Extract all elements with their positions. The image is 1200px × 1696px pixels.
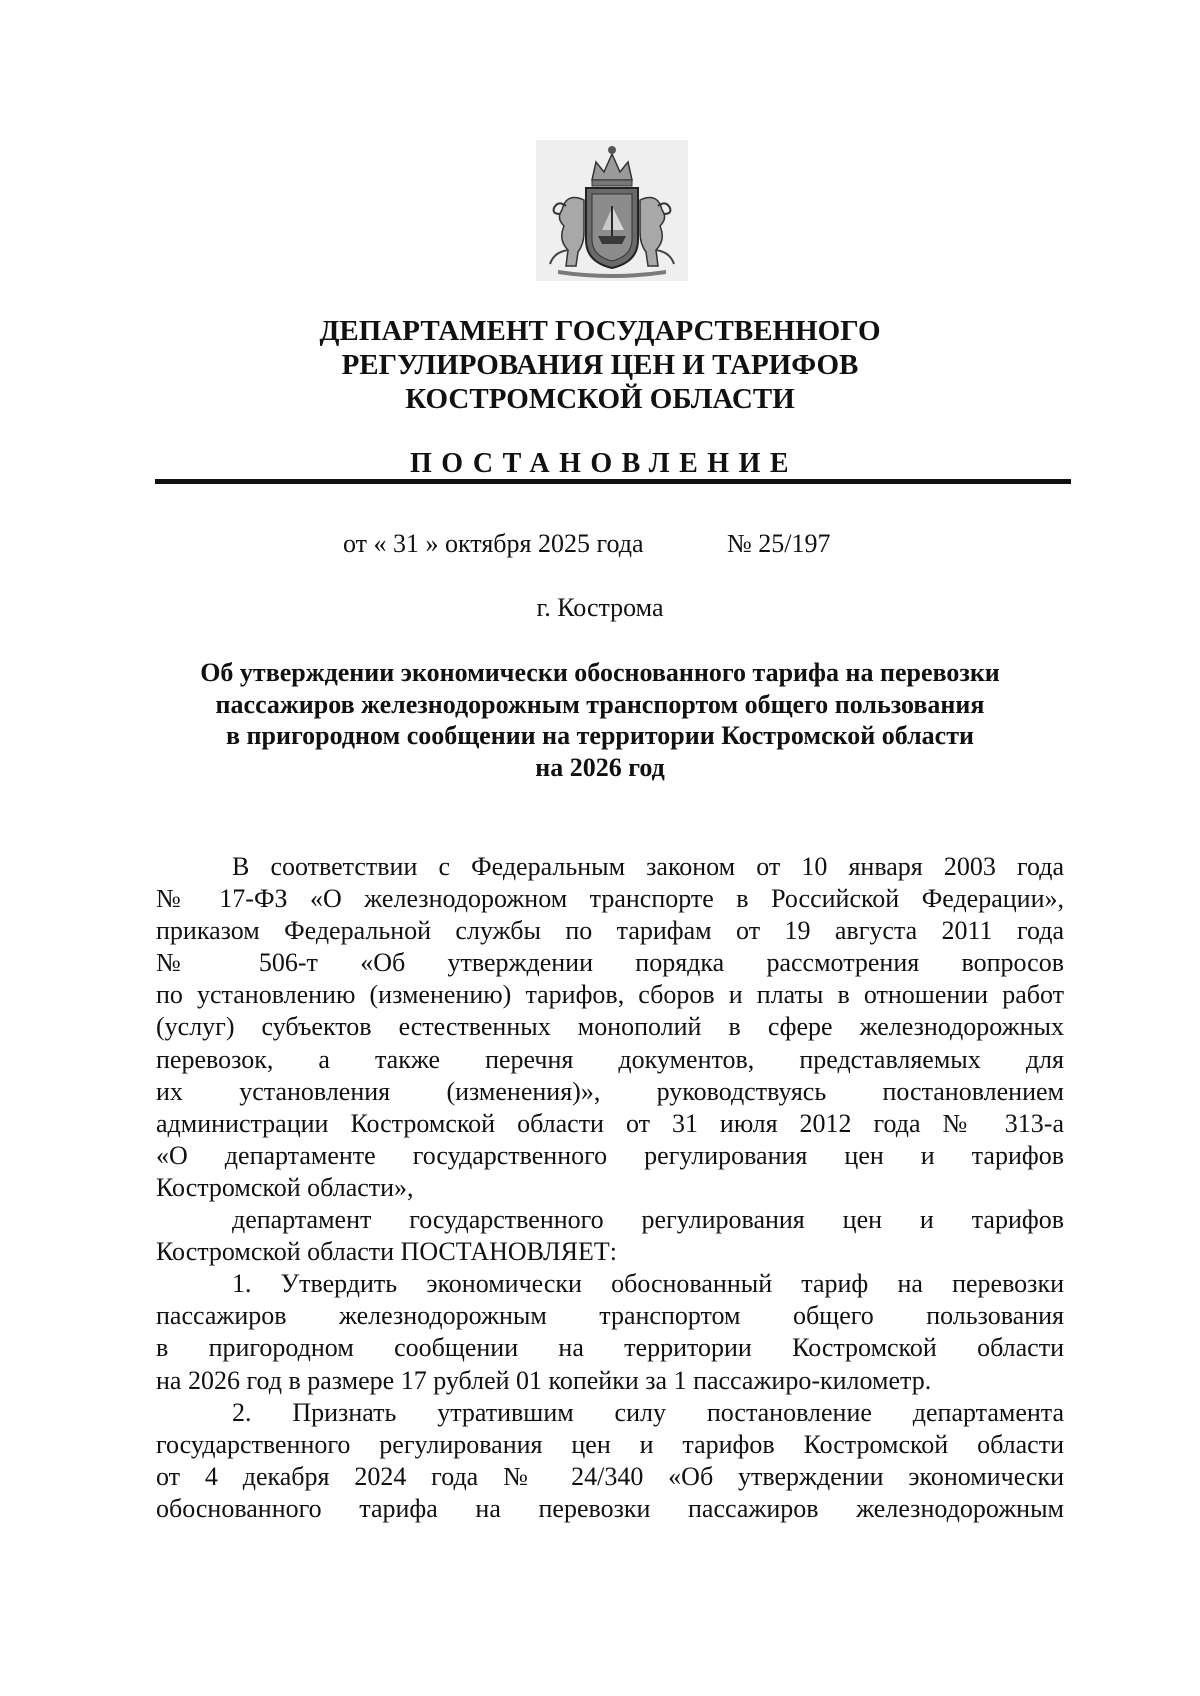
body-line: 2. Признать утратившим силу постановление департамента <box>232 1397 1064 1427</box>
body-line: на 2026 год в размере 17 рублей 01 копейки за 1 пассажиро-километр. <box>156 1365 932 1395</box>
body-line: Костромской области ПОСТАНОВЛЯЕТ: <box>156 1237 617 1267</box>
department-line: РЕГУЛИРОВАНИЯ ЦЕН И ТАРИФОВ <box>341 349 859 381</box>
document-title <box>0 657 1200 783</box>
document-body <box>156 851 1064 1525</box>
body-line: администрации Костромской области от 31 июля 2012 года № 313-а <box>156 1108 1064 1138</box>
document-date: от « 31 » октября 2025 года <box>343 529 644 558</box>
body-line: в пригородном сообщении на территории Костромской области <box>156 1333 1064 1363</box>
body-line: № 17-ФЗ «О железнодорожном транспорте в Российской Федерации», <box>156 884 1064 914</box>
title-line: пассажиров железнодорожным транспортом общего пользования <box>215 689 985 719</box>
title-line: на 2026 год <box>535 752 665 782</box>
date-number-line <box>0 526 1200 562</box>
body-line: от 4 декабря 2024 года № 24/340 «Об утверждении экономически <box>156 1461 1064 1491</box>
department-line: КОСТРОМСКОЙ ОБЛАСТИ <box>405 383 795 415</box>
body-line: департамент государственного регулирования цен и тарифов <box>232 1205 1064 1235</box>
body-line: В соответствии с Федеральным законом от 10 января 2003 года <box>232 852 1064 881</box>
header-divider <box>155 479 1071 484</box>
department-header <box>0 314 1200 416</box>
body-line: государственного регулирования цен и тарифов Костромской области <box>156 1429 1064 1459</box>
coat-of-arms-emblem <box>536 140 688 281</box>
body-line: обоснованного тарифа на перевозки пассажиров железнодорожным <box>156 1493 1064 1523</box>
body-line: (услуг) субъектов естественных монополий в сфере железнодорожных <box>156 1012 1064 1042</box>
document-number: № 25/197 <box>727 529 831 558</box>
body-line: № 506-т «Об утверждении порядка рассмотрения вопросов <box>156 948 1064 978</box>
body-line: приказом Федеральной службы по тарифам от 19 августа 2011 года <box>156 916 1064 946</box>
body-line: по установлению (изменению) тарифов, сборов и платы в отношении работ <box>156 980 1064 1010</box>
body-line: их установления (изменения)», руководствуясь постановлением <box>156 1076 1064 1106</box>
document-city: г. Кострома <box>536 593 664 622</box>
body-line: «О департаменте государственного регулирования цен и тарифов <box>156 1140 1064 1170</box>
body-line: 1. Утвердить экономически обоснованный тариф на перевозки <box>232 1269 1064 1299</box>
title-line: Об утверждении экономически обоснованного тарифа на перевозки <box>200 658 1000 687</box>
body-line: пассажиров железнодорожным транспортом общего пользования <box>156 1301 1064 1331</box>
body-line: Костромской области», <box>156 1172 414 1202</box>
document-type-heading: ПОСТАНОВЛЕНИЕ <box>409 448 799 479</box>
body-line: перевозок, а также перечня документов, представляемых для <box>156 1044 1064 1074</box>
title-line: в пригородном сообщении на территории Костромской области <box>226 721 974 750</box>
department-line: ДЕПАРТАМЕНТ ГОСУДАРСТВЕННОГО <box>319 315 881 347</box>
